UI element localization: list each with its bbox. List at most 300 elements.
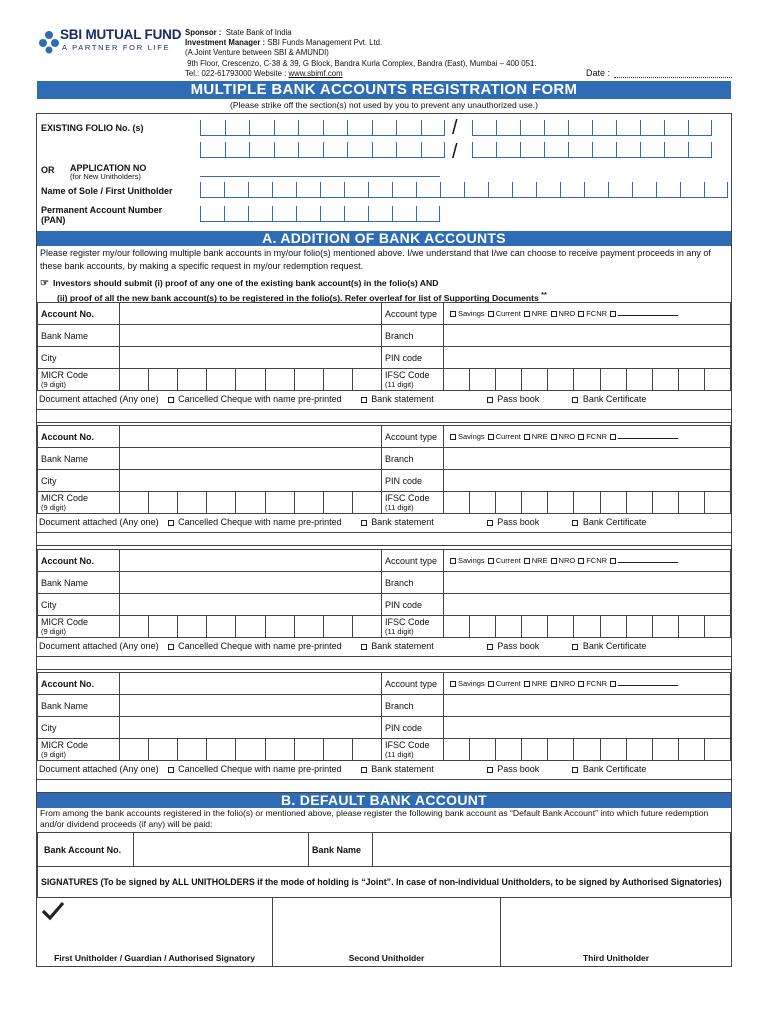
account-type-current-checkbox[interactable] [488,434,494,440]
default-bank-name-input[interactable] [373,833,731,867]
ifsc-digit-box[interactable] [600,616,626,637]
char-box[interactable] [249,120,274,136]
ifsc-digit-box[interactable] [704,616,730,637]
account-type-fcnr-checkbox[interactable] [578,681,584,687]
char-box[interactable] [560,182,584,198]
ifsc-digit-box[interactable] [573,739,599,760]
micr-note: (9 digit) [41,502,67,512]
account-type-options [444,550,731,572]
account-no-input[interactable] [120,426,382,448]
account-type-fcnr-checkbox[interactable] [578,434,584,440]
micr-digit-box[interactable] [352,369,381,390]
char-box[interactable] [272,206,296,222]
account-separator [37,532,731,546]
account-type-label: Current [495,309,521,318]
char-box[interactable] [416,206,440,222]
account-type-label: Savings [458,556,485,565]
ifsc-note: (11 digit) [385,379,414,389]
char-box[interactable] [616,142,640,158]
account-type-fcnr-checkbox[interactable] [578,558,584,564]
ifsc-digit-box[interactable] [652,616,678,637]
micr-digit-box[interactable] [177,616,206,637]
char-box[interactable] [368,206,392,222]
micr-digit-box[interactable] [177,369,206,390]
account-type-label: NRO [558,679,576,688]
account-type-label: NRO [558,556,576,565]
document-checkbox-2[interactable] [487,397,493,403]
manager-label: Investment Manager : [185,38,266,48]
account-type-nro-checkbox[interactable] [551,681,557,687]
char-box[interactable] [347,120,372,136]
folio-input-2b[interactable] [472,142,712,158]
char-box[interactable] [640,142,664,158]
document-attached-row [39,764,646,774]
city-input[interactable] [120,470,382,492]
branch-label: Branch [382,572,444,594]
micr-digit-box[interactable] [206,369,235,390]
account-type-savings-checkbox[interactable] [450,558,456,564]
account-type-other-checkbox[interactable] [610,681,616,687]
ifsc-digit-box[interactable] [495,492,521,513]
char-box[interactable] [421,142,446,158]
ifsc-digit-box[interactable] [469,739,495,760]
bank-name-label: Bank Name [38,325,120,347]
char-box[interactable] [296,206,320,222]
document-checkbox-1[interactable] [361,767,367,773]
char-box[interactable] [224,206,248,222]
account-no-input[interactable] [120,550,382,572]
ifsc-digit-box[interactable] [547,492,573,513]
char-box[interactable] [632,182,656,198]
ifsc-digit-box[interactable] [704,739,730,760]
char-box[interactable] [592,142,616,158]
micr-digit-box[interactable] [177,492,206,513]
account-type-nro-checkbox[interactable] [551,558,557,564]
account-no-input[interactable] [120,303,382,325]
ifsc-note: (11 digit) [385,502,414,512]
char-box[interactable] [396,120,421,136]
char-box[interactable] [464,182,488,198]
city-input[interactable] [120,347,382,369]
char-box[interactable] [320,182,344,198]
char-box[interactable] [274,142,299,158]
micr-digit-box[interactable] [148,492,177,513]
micr-digit-box[interactable] [265,369,294,390]
ifsc-digit-box[interactable] [495,616,521,637]
document-checkbox-1[interactable] [361,520,367,526]
char-box[interactable] [472,120,496,136]
ifsc-digit-box[interactable] [652,369,678,390]
micr-digit-box[interactable] [148,369,177,390]
document-attached-row [39,517,646,527]
account-type-other-input[interactable] [618,315,678,316]
bank-name-label: Bank Name [38,448,120,470]
ifsc-input[interactable] [444,369,731,391]
char-box[interactable] [372,142,397,158]
char-box[interactable] [224,182,248,198]
micr-digit-box[interactable] [206,616,235,637]
char-box[interactable] [200,182,224,198]
char-box[interactable] [680,182,704,198]
ifsc-label-cell [382,369,444,391]
micr-digit-box[interactable] [120,616,148,637]
pointing-hand-icon: ☞ [40,278,49,289]
micr-digit-box[interactable] [120,739,148,760]
char-box[interactable] [396,142,421,158]
char-box[interactable] [320,206,344,222]
account-type-savings-checkbox[interactable] [450,311,456,317]
char-box[interactable] [368,182,392,198]
document-option-label: Bank Certificate [582,394,647,404]
micr-digit-box[interactable] [235,739,264,760]
first-signature-box[interactable] [37,897,273,967]
account-no-input[interactable] [120,673,382,695]
branch-label: Branch [382,448,444,470]
ifsc-digit-box[interactable] [678,369,704,390]
char-box[interactable] [225,142,250,158]
document-checkbox-1[interactable] [361,644,367,650]
char-box[interactable] [496,120,520,136]
char-box[interactable] [568,142,592,158]
account-type-savings-checkbox[interactable] [450,681,456,687]
account-type-nre-checkbox[interactable] [524,311,530,317]
account-type-current-checkbox[interactable] [488,681,494,687]
sponsor-label: Sponsor : [185,28,222,37]
account-type-label-cell: Account type [382,550,444,572]
account-type-nro-checkbox[interactable] [551,311,557,317]
account-type-label: Savings [458,309,485,318]
char-box[interactable] [544,142,568,158]
account-separator [37,779,731,793]
ifsc-label: IFSC Code [385,492,430,503]
char-box[interactable] [664,120,688,136]
document-option-label: Bank Certificate [582,641,647,651]
logo-name: SBI MUTUAL FUND [60,27,182,42]
account-type-nro-checkbox[interactable] [551,434,557,440]
pin-code-input[interactable] [444,717,731,739]
micr-digit-box[interactable] [265,739,294,760]
ifsc-digit-box[interactable] [626,616,652,637]
ifsc-digit-box[interactable] [444,739,469,760]
ifsc-digit-box[interactable] [521,369,547,390]
account-type-label: Current [495,432,521,441]
account-type-label: FCNR [586,309,608,318]
account-type-nre-checkbox[interactable] [524,558,530,564]
micr-digit-box[interactable] [235,616,264,637]
micr-digit-box[interactable] [352,616,381,637]
account-type-label: NRO [558,309,576,318]
application-no-input[interactable] [200,176,440,177]
micr-digit-box[interactable] [323,739,352,760]
micr-label: MICR Code [41,369,89,380]
pan-label: Permanent Account Number [41,205,163,215]
char-box[interactable] [298,142,323,158]
pin-code-label: PIN code [382,347,444,369]
ifsc-digit-box[interactable] [521,616,547,637]
ifsc-note: (11 digit) [385,626,414,636]
micr-digit-box[interactable] [294,616,323,637]
ifsc-digit-box[interactable] [704,369,730,390]
document-checkbox-3[interactable] [572,644,578,650]
third-signature-box[interactable] [501,897,731,967]
micr-digit-box[interactable] [148,616,177,637]
jv-line: (A Joint Venture between SBI & AMUNDI) [185,48,329,58]
micr-digit-box[interactable] [294,369,323,390]
micr-digit-box[interactable] [235,492,264,513]
branch-input[interactable] [444,695,731,717]
char-box[interactable] [440,182,464,198]
micr-digit-box[interactable] [206,492,235,513]
account-type-label-cell: Account type [382,426,444,448]
micr-digit-box[interactable] [323,369,352,390]
form-title: MULTIPLE BANK ACCOUNTS REGISTRATION FORM [37,81,731,99]
micr-input[interactable] [120,492,382,514]
bank-account-no-input[interactable] [134,833,309,867]
char-box[interactable] [248,182,272,198]
ifsc-digit-box[interactable] [547,739,573,760]
char-box[interactable] [536,182,560,198]
char-box[interactable] [323,142,348,158]
or-label: OR [41,165,55,175]
pin-code-input[interactable] [444,594,731,616]
ifsc-digit-box[interactable] [704,492,730,513]
char-box[interactable] [298,120,323,136]
char-box[interactable] [520,120,544,136]
ifsc-digit-box[interactable] [600,492,626,513]
document-checkbox-2[interactable] [487,767,493,773]
char-box[interactable] [608,182,632,198]
pin-code-label: PIN code [382,470,444,492]
document-checkbox-2[interactable] [487,644,493,650]
char-box[interactable] [248,206,272,222]
document-checkbox-3[interactable] [572,767,578,773]
pin-code-input[interactable] [444,470,731,492]
micr-input[interactable] [120,616,382,638]
bank-name-input[interactable] [120,572,382,594]
char-box[interactable] [392,182,416,198]
char-box[interactable] [616,120,640,136]
section-b-intro: From among the bank accounts registered in the folio(s) or mentioned above, please register the following bank account as “Default Bank Account” into which future redemption and/or dividend proceeds (if any) will be paid: [40,808,709,829]
tel: Tel.: 022-61793000 Website : [185,68,289,78]
char-box[interactable] [584,182,608,198]
pin-code-input[interactable] [444,347,731,369]
ifsc-digit-box[interactable] [573,616,599,637]
char-box[interactable] [472,142,496,158]
account-type-nre-checkbox[interactable] [524,681,530,687]
char-box[interactable] [496,142,520,158]
document-checkbox-0[interactable] [168,644,174,650]
ifsc-note: (11 digit) [385,749,414,759]
branch-input[interactable] [444,572,731,594]
micr-input[interactable] [120,739,382,761]
account-type-fcnr-checkbox[interactable] [578,311,584,317]
micr-digit-box[interactable] [352,739,381,760]
account-type-other-input[interactable] [618,685,678,686]
char-box[interactable] [249,142,274,158]
micr-digit-box[interactable] [323,616,352,637]
micr-input[interactable] [120,369,382,391]
folio-input-1a[interactable] [200,120,445,136]
document-checkbox-0[interactable] [168,520,174,526]
char-box[interactable] [372,120,397,136]
micr-digit-box[interactable] [148,739,177,760]
micr-digit-box[interactable] [265,616,294,637]
ifsc-digit-box[interactable] [495,739,521,760]
char-box[interactable] [296,182,320,198]
date-field[interactable] [614,77,732,78]
micr-digit-box[interactable] [352,492,381,513]
ifsc-input[interactable] [444,739,731,761]
char-box[interactable] [200,120,225,136]
ifsc-input[interactable] [444,616,731,638]
first-unitholder-label: First Unitholder / Guardian / Authorised Signatory [54,953,255,963]
ifsc-digit-box[interactable] [444,369,469,390]
account-type-current-checkbox[interactable] [488,311,494,317]
account-type-other-checkbox[interactable] [610,311,616,317]
ifsc-digit-box[interactable] [547,616,573,637]
second-signature-box[interactable] [273,897,501,967]
pan-note: (PAN) [41,215,66,225]
account-no-label: Account No. [38,426,120,448]
ifsc-label: IFSC Code [385,739,430,750]
char-box[interactable] [704,182,728,198]
ifsc-digit-box[interactable] [573,492,599,513]
ifsc-digit-box[interactable] [600,739,626,760]
ifsc-digit-box[interactable] [469,492,495,513]
city-input[interactable] [120,594,382,616]
ifsc-digit-box[interactable] [600,369,626,390]
micr-digit-box[interactable] [294,739,323,760]
char-box[interactable] [664,142,688,158]
account-type-nre-checkbox[interactable] [524,434,530,440]
char-box[interactable] [544,120,568,136]
account-type-label: FCNR [586,556,608,565]
document-checkbox-1[interactable] [361,397,367,403]
micr-label: MICR Code [41,492,89,503]
micr-digit-box[interactable] [120,369,148,390]
char-box[interactable] [272,182,296,198]
address: 9th Floor, Crescenzo, C-38 & 39, G Block, Bandra Kurla Complex, Bandra (East), Mumbai – 400 051. [187,58,537,68]
char-box[interactable] [592,120,616,136]
city-input[interactable] [120,717,382,739]
name-input[interactable] [200,182,728,198]
micr-digit-box[interactable] [206,739,235,760]
account-no-label: Account No. [38,303,120,325]
char-box[interactable] [421,120,446,136]
account-type-savings-checkbox[interactable] [450,434,456,440]
website-link[interactable]: www.sbimf.com [288,68,343,78]
ifsc-digit-box[interactable] [547,369,573,390]
ifsc-digit-box[interactable] [652,492,678,513]
branch-input[interactable] [444,448,731,470]
document-option-label: Pass book [497,394,540,404]
account-type-other-checkbox[interactable] [610,434,616,440]
char-box[interactable] [512,182,536,198]
char-box[interactable] [416,182,440,198]
ifsc-digit-box[interactable] [626,492,652,513]
document-option-label: Bank statement [371,394,434,404]
char-box[interactable] [392,206,416,222]
pan-input[interactable] [200,206,440,222]
micr-digit-box[interactable] [177,739,206,760]
char-box[interactable] [347,142,372,158]
micr-label-cell [38,739,120,761]
ifsc-digit-box[interactable] [469,369,495,390]
micr-digit-box[interactable] [323,492,352,513]
folio-input-2a[interactable] [200,142,445,158]
ifsc-digit-box[interactable] [626,739,652,760]
folio-input-1b[interactable] [472,120,712,136]
bank-name-input[interactable] [120,448,382,470]
document-option-label: Cancelled Cheque with name pre-printed [178,517,342,527]
document-option-label: Pass book [497,641,540,651]
char-box[interactable] [520,142,544,158]
bank-name-input[interactable] [120,325,382,347]
ifsc-digit-box[interactable] [444,616,469,637]
document-checkbox-0[interactable] [168,397,174,403]
char-box[interactable] [274,120,299,136]
account-type-other-checkbox[interactable] [610,558,616,564]
branch-input[interactable] [444,325,731,347]
account-type-label: NRE [531,309,548,318]
micr-digit-box[interactable] [294,492,323,513]
ifsc-digit-box[interactable] [469,616,495,637]
sponsor-block [185,28,536,79]
logo [38,26,183,68]
bank-account-no-label: Bank Account No. [38,833,134,867]
document-checkbox-0[interactable] [168,767,174,773]
ifsc-digit-box[interactable] [521,492,547,513]
city-label: City [38,470,120,492]
char-box[interactable] [488,182,512,198]
name-label: Name of Sole / First Unitholder [41,186,173,196]
micr-digit-box[interactable] [235,369,264,390]
char-box[interactable] [688,120,712,136]
micr-digit-box[interactable] [120,492,148,513]
account-type-other-input[interactable] [618,438,678,439]
char-box[interactable] [640,120,664,136]
document-checkbox-3[interactable] [572,397,578,403]
ifsc-input[interactable] [444,492,731,514]
ifsc-digit-box[interactable] [652,739,678,760]
char-box[interactable] [200,206,224,222]
ifsc-digit-box[interactable] [521,739,547,760]
char-box[interactable] [200,142,225,158]
bank-name-input[interactable] [120,695,382,717]
ifsc-digit-box[interactable] [495,369,521,390]
signature-note: SIGNATURES (To be signed by ALL UNITHOLDERS if the mode of holding is “Joint”. In case of non-individual Unitholders, to be signed by Authorised Signatories) [38,867,731,898]
micr-note: (9 digit) [41,379,67,389]
char-box[interactable] [344,206,368,222]
char-box[interactable] [323,120,348,136]
char-box[interactable] [688,142,712,158]
ifsc-digit-box[interactable] [444,492,469,513]
ifsc-digit-box[interactable] [626,369,652,390]
account-type-current-checkbox[interactable] [488,558,494,564]
ifsc-digit-box[interactable] [678,739,704,760]
ifsc-digit-box[interactable] [678,616,704,637]
account-type-other-input[interactable] [618,562,678,563]
document-checkbox-2[interactable] [487,520,493,526]
char-box[interactable] [656,182,680,198]
ifsc-digit-box[interactable] [573,369,599,390]
char-box[interactable] [344,182,368,198]
micr-digit-box[interactable] [265,492,294,513]
char-box[interactable] [568,120,592,136]
ifsc-digit-box[interactable] [678,492,704,513]
document-checkbox-3[interactable] [572,520,578,526]
char-box[interactable] [225,120,250,136]
